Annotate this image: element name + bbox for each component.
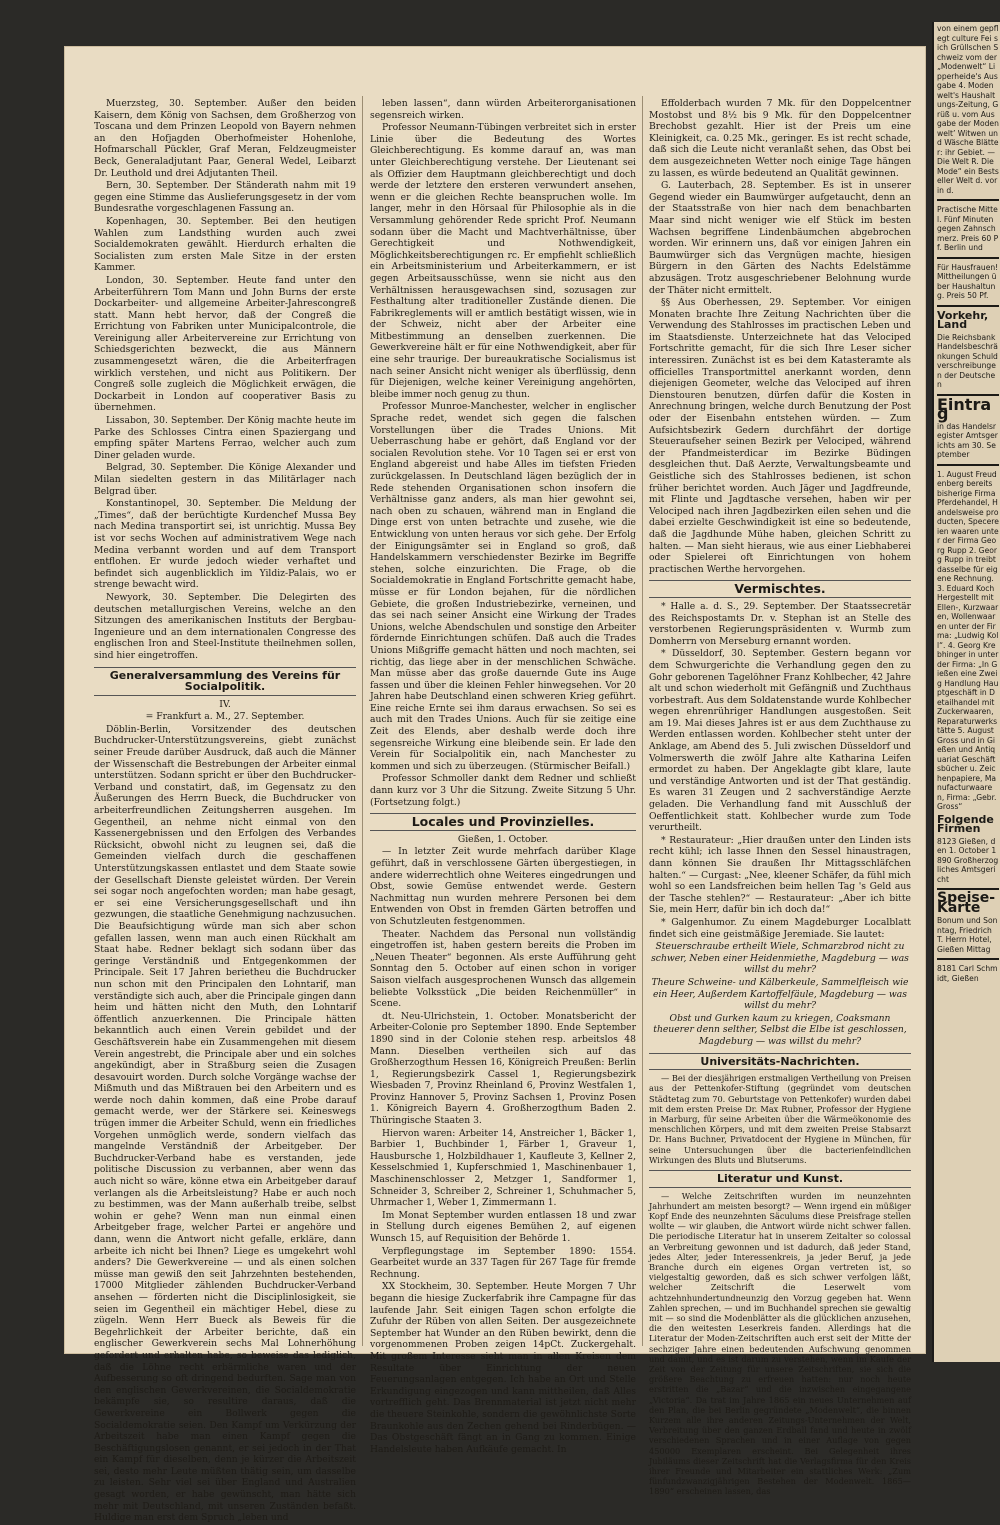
poem-stanza: Obst und Gurken kaum zu kriegen, Coaksmann theuerer denn selther, Selbst die Elbe ist geschlossen, Magdeburg — was willst du mehr? [653, 1012, 907, 1047]
article-body: Professor Neumann-Tübingen verbreitet sich in erster Linie über die Bedeutung des Wortes Gleichberechtigung. Es komme darauf an, was man unter Gleichberechtigung verstehe. Der Lieutenant sei als Offizier dem Hauptmann gleichberechtigt und doch werde der letztere den ersteren verwundert ansehen, wenn er die gleichen Rechte beanspruchen wolle. Im langer, mehr in den Hörsaal für Philosophie als in die Versammlung gehörender Rede spricht Prof. Neumann sodann über die Macht und Machtverhältnisse, über Gerechtigkeit und Nothwendigkeit, Möglichkeitsberechtigungen rc. Er empfiehlt schließlich ein Arbeitsministerium und Arbeiterkammern, er ist gegen Arbeitsausschüsse, wenn sie nicht aus den Verhältnissen herausgewachsen sind, sozusagen zur Festhaltung alter traditioneller Zustände dienen. Die Fabrikreglements will er amtlich bestätigt wissen, wie in der Schweiz, nicht aber der Arbeiter eine Mitbestimmung an denselben zuerkennen. Die Gewerkvereine hält er für eine Nothwendigkeit, aber für eine sehr traurige. Der bureaukratische Socialismus ist nach seiner Ansicht nicht weniger als überflüssig, denn für Diejenigen, welche keiner Vereinigung angehörten, bleibe immer noch genug zu thun. [370, 122, 636, 400]
article-body: leben lassen“, dann würden Arbeiterorganisationen segensreich wirken. [370, 98, 636, 121]
advertisement [934, 22, 1000, 985]
dateline: = Frankfurt a. M., 27. September. [145, 711, 305, 723]
column-rule [642, 96, 643, 1346]
divider [937, 464, 999, 466]
newspaper-page [64, 46, 926, 1524]
ad-heading: Eintrag [937, 394, 992, 423]
news-item: Lissabon, 30. September. Der König machte heute im Parke des Schlosses Cintra einen Spaziergang und empfing später Martens Ferrao, welcher auch zum Diner geladen wurde. [94, 415, 356, 461]
news-item: — Bei der diesjährigen erstmaligen Vertheilung von Preisen aus der Pettenkofer-Stiftung (gegründet vom deutschen Städtetag zum 70. Geburtstage von Pettenkofer) wurden dabei mit dem ersten Preise Dr. Max Rubner, Professor der Hygiene in Marburg, für seine Arbeiten über die Wärmeökonomie des menschlichen Körpers, und mit dem zweiten Preise Stabsarzt Dr. Hans Buchner, Privatdocent der Hygiene in München, für seine Untersuchungen über die bacterienfeindlichen Wirkungen des Bluts und Blutserums. [649, 1073, 911, 1165]
news-item: * Galgenhumor. Zu einem Magdeburger Localblatt findet sich eine geistmäßige Jeremiade. Sie lautet: [649, 916, 911, 940]
section-number: IV. [219, 698, 231, 710]
poem-stanza: Steuerschraube ertheilt Wiele, Schmarzbrod nicht zu schwer, Neben einer Heidenmiethe, Magdeburg — was willst du mehr? [651, 941, 909, 976]
dateline: Gießen, 1. October. [457, 833, 549, 845]
poem-stanza: Theure Schweine- und Kälberkeule, Sammelfleisch wie ein Heer, Außerdem Kartoffelfäule, Magdeburg — was willst du mehr? [651, 976, 909, 1012]
section-heading: Vermischtes. [649, 580, 911, 598]
adjacent-page-strip [932, 22, 1000, 1362]
news-item: Newyork, 30. September. Die Delegirten des deutschen metallurgischen Vereins, welche an den Sitzungen des amerikanischen Instituts der Bergbau-Ingenieure und an dem internationalen Congresse des englischen Iron and Steel-Institute theilnehmen sollen, sind hier eingetroffen. [94, 591, 356, 661]
article-body: Döblin-Berlin, Vorsitzender des deutschen Buchdrucker-Unterstützungsvereins, giebt zunächst seiner Freude darüber Ausdruck, daß auch die Männer der Wissenschaft die Bestrebungen der Arbeiter einmal unterstützen. Sodann spricht er über den Buchdrucker-Verband und constatirt, daß, im Gegensatz zu den Äußerungen des Herrn Bueck, die Buchdrucker von arbeiterfreundlichen Zeitungsherren ausgehen. Im Gegentheil, an nehme nicht einmal von den Kassenergebnissen und den Erfolgen des Verbandes Rücksicht, obwohl nicht zu leugnen sei, daß die Gemeinden vielfach durch die geschaffenen Unterstützungskassen entlastet und dem Staate sowie der Gesellschaft Dienste geleistet würden. Der Verein sei sogar noch angefochten worden; man habe gesagt, er sei eine Versicherungsgesellschaft und ihn gezwungen, die staatliche Genehmigung nachzusuchen. Die Beaufsichtigung würde man sich aber schon gefallen lassen, wenn man auch einen Rückhalt am Staat habe. Redner beklagt sich sodann über das geringe Verständniß und Entgegenkommen der Principale. Seit 17 Jahren berietheu die Buchdrucker nun schon mit den Principalen den Lohntarif, man verständigte sich auch, aber die Principale gingen dann heim und hätten nicht den Muth, den Lohntarif öffentlich anzuerkennen. Die Principale hätten bekanntlich auch einen Verein gebildet und der Geschäftsverein habe ein Zusammengehen mit diesem Verein angestrebt, die Principale aber und ein solches angekündigt, aber in Straßburg seien die Zusagen desavouirt worden. Durch solche Vorgänge wachse der Mißmuth und das Mißtrauen bei den Arbeitern und es werde noch dahin kommen, daß eine Probe darauf gemacht werde, wer der Stärkere sei. Keineswegs trügen immer die Arbeiter Schuld, wenn ein friedliches Vorgehen unmöglich werde, sondern vielfach das mangelnde Verständniß der Arbeitgeber. Der Buchdrucker-Verband habe es verstanden, jede politische Discussion zu verbannen, aber wenn das auch nicht so wäre, könne etwa ein Arbeitgeber darauf verlangen als die Arbeitsleistung? Habe er auch noch zu bestimmen, was der Mann außerhalb treibe, selbst wohin er gehe? Wenn man nun einmal einen Arbeitgeber frage, welcher Partei er angehöre und dann, wenn die Antwort nicht gefalle, erkläre, dann arbeite ich nicht bei Ihnen? Liege es umgekehrt wohl anders? Die Gewerkvereine — und als einen solchen müsse man gewiß den seit Jahrzehnten bestehenden, 17000 Mitglieder zählenden Buchdrucker-Verband ansehen — förderten nicht die Disciplinlosigkeit, sie seien im Gegentheil ein mächtiger Hebel, diese zu zügeln. Wenn Herr Bueck als Beweis für die Begehrlichkeit der Arbeiter berichte, daß ein englischer Gewerkverein sechs Mal Lohnerhöhung gefordert und erhalten habe, so beweise das lediglich, daß die Löhne recht erbärmliche waren und der Aufbesserung so oft dringend bedurften. Sage man von den englischen Gewerkvereinen, die Socialdemokratie bekämpfe sie, so resultire daraus, daß die Gewerkvereine ein Bollwerk gegen die Socialdemokratie seien. Den Kampf um Verkürzung der Arbeitszeit habe man einen Kampf gegen die Beschäftigungslosen genannt, er sei jedoch in der That ein Kampf für dieselben, denn je kürzer die Arbeitszeit sei, desto mehr Leute müßten thätig sein, um dasselbe zu leisten. Sehr viel sei über England und Australien gesagt worden, er habe gewünscht, man hätte sich mehr mit Deutschland, mit unseren Zuständen befaßt. Huldige man erst dem Spruch „leben und [94, 723, 356, 1524]
news-item: Belgrad, 30. September. Die Könige Alexander und Milan siedelten gestern in das Militärlager nach Belgrad über. [94, 462, 356, 497]
ad-text: 8181 Carl Schmidt, Gießen [937, 964, 998, 983]
news-item: — In letzter Zeit wurde mehrfach darüber Klage geführt, daß in verschlossene Gärten übergestiegen, in andere widerrechtlich ohne Weiteres eingedrungen und Obst, sowie Gemüse entwendet werde. Gestern Nachmittag nun wurden mehrere Personen bei dem Entwenden von Obst in fremden Gärten betroffen und von Schutzleuten festgenommen. [370, 846, 636, 927]
divider [937, 305, 999, 307]
section-heading: Locales und Provinzielles. [370, 813, 636, 831]
ad-heading: Vorkehr, Land [937, 308, 989, 331]
column-1 [94, 98, 356, 1525]
ad-text: Für Hausfrauen! Mittheilungen über Haushaltung. Preis 50 Pf. [937, 262, 999, 300]
divider [937, 958, 999, 960]
news-item: Verpflegungstage im September 1890: 1554. Gearbeitet wurde an 337 Tagen für 267 Tage für fremde Rechnung. [370, 1245, 636, 1280]
news-item: London, 30. September. Heute fand unter den Arbeiterführern Tom Mann und John Burns der erste Dockarbeiter- und allgemeine Arbeiter-Jahrescongreß statt. Mann hebt hervor, daß der Congreß die Errichtung von Fabriken unter Municipalcontrole, die Vereinigung aller Arbeitervereine zur Errichtung von Schiedsgerichten bezweckt, die aus Männern zusammengesetzt wären, die die Arbeiterfragen wirklich verstehen, und nicht aus Politikern. Der Congreß solle zugleich die Möglichkeit erwägen, die Dockarbeit in London auf cooperativer Basis zu übernehmen. [94, 274, 356, 414]
news-item: Bern, 30. September. Der Ständerath nahm mit 19 gegen eine Stimme das Auslieferungsgesetz in der vom Bundesrathe vorgeschlagenen Fassung an. [94, 180, 356, 215]
news-item: * Düsseldorf, 30. September. Gestern begann vor dem Schwurgerichte die Verhandlung gegen den zu Gohr geborenen Tagelöhner Franz Kohlbecher, 42 Jahre alt und schon wiederholt mit Gefängniß und Zuchthaus vorbestraft. Aus dem Soldatenstande wurde Kohlbecher wegen ehrenrühriger Handlungen ausgestoßen. Seit am 19. Mai dieses Jahres ist er aus dem Zuchthause zu Werden entlassen worden. Kohlbecher steht unter der Anklage, am Abend des 5. Juli zwischen Düsseldorf und Volmerswerth die zwölf Jahre alte Katharina Leifen ermordet zu haben. Der Angeklagte gibt klare, laute und verständige Antworten und ist der That geständig. Es waren 31 Zeugen und 2 sachverständige Aerzte geladen. Die Verhandlung fand mit Ausschluß der Oeffentlichkeit statt. Kohlbecher wurde zum Tode verurtheilt. [649, 648, 911, 834]
news-item: * Halle a. d. S., 29. September. Der Staatssecretär des Reichspostamts Dr. v. Stephan ist an Stelle des verstorbenen Regierungspräsidenten v. Wurmb zum Domherrn von Merseburg ernannt worden. [649, 600, 911, 647]
ad-text: von einem gepflegt culture Fei sich Grüllschen Schweiz vom der „Modenwelt“ Lipperheide's Ausgabe 4. Modenwelt's Haushaltungs-Zeitung, Grüß u. vom Ausgabe der Modenwelt’ Witwen und Wäsche Blätter: ihr Gebiet. — Die Welt R. Die Mode“ ein Bestseller Welt d. vor in d. [937, 24, 999, 195]
divider [937, 257, 999, 259]
news-item: Effolderbach wurden 7 Mk. für den Doppelcentner Mostobst und 8½ bis 9 Mk. für den Doppelcentner Brechobst gezahlt. Hier ist der Preis um eine Kleinigkeit, ca. 0.25 Mk., geringer. Es ist recht schade, daß sich die Leute nicht veranlaßt sehen, das Obst bei dem ausgezeichneten Wetter noch einige Tage hängen zu lassen, es würde bedeutend an Qualität gewinnen. [649, 98, 911, 179]
ad-text: 8123 Gießen, den 1. October 1890 Großherzogliches Amtsgericht [937, 836, 999, 884]
section-heading: Literatur und Kunst. [649, 1170, 911, 1188]
news-item: Theater. Nachdem das Personal nun vollständig eingetroffen ist, haben gestern bereits die Proben im „Neuen Theater“ begonnen. Als erste Aufführung geht Sonntag den 5. October auf einen schon in voriger Saison vielfach ausgesprochenen Wunsch das allgemein beliebte Volksstück „Die beiden Reichenmüller“ in Scene. [370, 928, 636, 1010]
ad-heading: Speise-Karte [937, 890, 996, 916]
column-3 [649, 98, 911, 1498]
ad-text: 1. August Freudenberg bereits bisherige Firma Pferdehandel, Handelsweise producten, Specereien waaren unter der Firma Georg Rupp 2. Georg Rupp in treibt dasselbe für eigene Rechnung. 3. Eduard Koch Hergestellt mit Ellen-, Kurzwaaren, Wollenwaaren unter der Firma: „Ludwig Koll“. 4. Georg Krebhinger in unter der Firma: „In Gießen eine Zweig Handlung Hauptgeschäft in Detailhandel mit Zuckerwaaren, Reparaturwerkstätte 5. August Gross und in Gießen und Antiquariat Geschäftsbücher u. Zeichenpapiere, Manufacturwaaren, Firma: „Gebr. Gross“ [937, 469, 999, 811]
ad-text: in das Handelsregister Amtsgerichts am 30. September [937, 421, 998, 459]
news-item: Im Monat September wurden entlassen 18 und zwar in Stellung durch eigenes Bemühen 2, auf eigenen Wunsch 15, auf Requisition der Behörde 1. [370, 1209, 636, 1244]
article-body: Professor Schmoller dankt dem Redner und schließt dann kurz vor 3 Uhr die Sitzung. Zweite Sitzung 5 Uhr. (Fortsetzung folgt.) [370, 773, 636, 808]
section-heading: Universitäts-Nachrichten. [649, 1053, 911, 1071]
news-item: Konstantinopel, 30. September. Die Meldung der „Times“, daß der berüchtigte Kurdenchef Mussa Bey nach Medina transportirt sei, ist unrichtig. Mussa Bey ist vor sechs Wochen auf administrativem Wege nach Medina verbannt worden und auf dem Transport entflohen. Er wurde jedoch wieder verhaftet und befindet sich augenblicklich im Yildiz-Palais, wo er strenge bewacht wird. [94, 498, 356, 591]
news-item: G. Lauterbach, 28. September. Es ist in unserer Gegend wieder ein Baumwürger aufgetaucht, denn an der Staatsstraße von hier nach dem benachbarten Maar sind nicht weniger wie elf Stück im besten Wachsen begriffene Lindenbäumchen abgebrochen worden. Wir erinnern uns, daß vor einigen Jahren ein Baumwürger sich das Vergnügen machte, hiesigen Bürgern in den Gärten des Nachts Edelstämme abzusägen. Trotz ausgeschriebener Belohnung wurde der Thäter nicht ermittelt. [649, 180, 911, 296]
section-heading: Generalversammlung des Vereins für Socialpolitik. [94, 667, 356, 696]
news-item: * Restaurateur: „Hier draußen unter den Linden ists recht kühl; ich lasse Ihnen den Sessel hinaustragen, dann können Sie draußen Ihr Mittagsschläfchen halten.“ — Curgast: „Nee, kleener Schäfer, da fühl mich wohl so een Landsfreichen beim hellen Tag 's Geld aus der Tasche stehlen?“ — Restaurateur: „Aber ich bitte Sie, mein Herr, dafür bin ich doch da!“ [649, 834, 911, 916]
column-2 [370, 98, 636, 1456]
news-item: Hiervon waren: Arbeiter 14, Anstreicher 1, Bäcker 1, Barbier 1, Buchbinder 1, Färber 1, Graveur 1, Hausbursche 1, Holzbildhauer 1, Kaufleute 3, Kellner 2, Kesselschmied 1, Kupferschmied 1, Maschinenbauer 1, Maschinenschlosser 2, Metzger 1, Sandformer 1, Schneider 3, Schreiber 2, Schreiner 1, Schuhmacher 5, Uhrmacher 1, Weber 1, Zimmermann 1. [370, 1127, 636, 1209]
column-rule [362, 96, 363, 1346]
ad-text: Bonum und Sonntag, Friedrich T. Herrn Hotel, Gießen Mittag [937, 916, 998, 954]
news-item: Kopenhagen, 30. September. Bei den heutigen Wahlen zum Landsthing wurden auch zwei Socialdemokraten gewählt. Hierdurch erhalten die Socialisten zum ersten Male Sitze in der ersten Kammer. [94, 215, 356, 274]
news-item: Muerzsteg, 30. September. Außer den beiden Kaisern, dem König von Sachsen, dem Großherzog von Toscana und dem Prinzen Leopold von Bayern nehmen an den Hofjagden Oberhofmeister Hohenlohe, Hofmarschall Pückler, Graf Meran, Feldzeugmeister Beck, Generaladjutant Paar, General Wedel, Leibarzt Dr. Leuthold und drei Adjutanten Theil. [94, 98, 356, 179]
news-item: — Welche Zeitschriften wurden im neunzehnten Jahrhundert am meisten besorgt? — Wenn irgend ein müßiger Kopf Ende des neunzehnten Säculums diese Preisfrage stellen wollte — wir glauben, die Antwort würde nicht schwer fallen. Die periodische Literatur hat in unserem Zeitalter so colossal an Verbreitung gewonnen und ist dadurch, daß jeder Stand, jedes Alter, jeder Interessenkreis, ja jeder Beruf, ja jede Branche durch ein eigenes Organ vertreten ist, so vielgestaltig geworden, daß es sich schwer verfolgen läßt, welcher Zeitschrift die Leserwelt vom achtzehnhundertundneunzig den Vorzug gegeben hat. Wenn Zahlen sprechen, — und im Buchhandel sprechen sie gewaltig mit — so sind die Modenblätter als die glücklichen anzusehen, die den weitesten Leserkreis fanden. Allerdings hat die Literatur der Moden-Zeitschriften auch erst seit der Mitte der sechziger Jahre einen bedeutenden Aufschwung genommen und damit, und es ist darum zu verstehen, wenn im Kaufe der Zeit von der Zeitung für unsere Zeitschriften, sie sich die größere Beachtung zu erfreuen hatten: nur noch heute erstritten die „Bazar“ und die inzwischen eingegangene „Victoria“. Da trat im Jahre 1865 ein neues Unternehmen auf den Plan, die bei Berlin gegründete „Modenwelt“, die binnen Kurzem alle ihre anderen Zeitungs-Unternehmen der Welt, Verbreitung über den ganzen Erdball fand und heute in zwölf verschiedenen Sprachen und in einer Auflage von gegen 450000 Exemplaren erscheint. Bei Gelegenheit ihres Jubiläums dieser Zeitschrift hat die Verlagsfirma für den Kreis ihrer Freunde und Mitarbeiter ein stattliches Werk: „Zum fünfundzwanzigjährigen Bestehen der Modenwelt. 1865—1890“ erscheinen lassen, das [649, 1190, 911, 1497]
ad-text: Die Reichsbank Handelsbeschränkungen Schuldverschreibungen der Deutschen [937, 332, 998, 389]
news-item: XX Stockheim, 30. September. Heute Morgen 7 Uhr begann die hiesige Zuckerfabrik ihre Campagne für das laufende Jahr. Seit einigen Tagen schon erfolgte die Zufuhr der Rüben von allen Seiten. Der ausgezeichnete September hat Wunder an den Rüben bewirkt, denn die vorgenommenen Proben zeigen 14pCt. Zuckergehalt. Mit großem Interesse sieht man in allen Kreisen dem Resultate über Einrichtung der neuen Feuerungsanlagen entgegen. Ich habe an Ort und Stelle Erkundigung eingezogen und kann mittheilen, daß Alles vortrefflich geht. Das Brennmaterial ist jetzt nicht mehr die theuere Steinkohle, sondern die gewöhnlichste Sorte Braunkohle aus den Zechen gehend bei Rinderbügen. — Das Obstgeschäft fängt an in Gang zu kommen. Einige Handelsleute haben Aufkäufe gemacht. In [370, 1281, 636, 1455]
article-body: Professor Munroe-Manchester, welcher in englischer Sprache redet, wendet sich gegen die falschen Vorstellungen über die Trades Unions. Mit Ueberraschung habe er gehört, daß England vor der socialen Revolution stehe. Vor 10 Tagen sei er erst von England abgereist und habe Alles im tiefsten Frieden zurückgelassen. In Deutschland lägen bezüglich der in Rede stehenden Organisationen schon insofern die Verhältnisse ganz anders, als man hier gewohnt sei, nach oben zu schauen, während man in England die Dinge erst von unten betrachte und zusehe, wie die Entwicklung von unten heraus vor sich gehe. Der Erfolg der Einigungsämter sei in England so groß, daß Handelskammern verschiedenster Bezirke im Begriffe stehen, solche einzurichten. Die Frage, ob die Socialdemokratie in England Fortschritte gemacht habe, müsse er für London bejahen, für die nördlichen Gebiete, die großen Industriebezirke, verneinen, und das sei nach seiner Ansicht eine Wirkung der Trades Unions, welche Abendschulen und sonstige den Arbeiter fördernde Einrichtungen schüfen. Daß auch die Trades Unions Mißgriffe gemacht hätten und noch machten, sei richtig, das liege aber in der menschlichen Schwäche. Man müsse aber das große dauernde Gute ins Auge fassen und über die kleinen Fehler hinwegsehen. Vor 20 Jahren habe Deutschland einen schweren Krieg geführt. Eine reiche Ernte sei ihm daraus erwachsen. So sei es auch mit den Trades Unions. Auch für sie zeitige eine Zeit des Elends, aber deshalb werde doch ihre segensreiche Wirkung eine bleibende sein. Er lade den Verein für Socialpolitik ein, nach Manchester zu kommen und sich zu überzeugen. (Stürmischer Beifall.) [370, 401, 636, 772]
ad-text: Practische Mittel. Fünf Minuten gegen Zahnschmerz. Preis 60 Pf. Berlin und [937, 205, 999, 252]
news-item: dt. Neu-Ulrichstein, 1. October. Monatsbericht der Arbeiter-Colonie pro September 1890. Ende September 1890 sind in der Colonie stehen resp. arbeitslos 48 Mann. Dieselben vertheilen sich auf das Großherzogthum Hessen 16, Königreich Preußen: Berlin 1, Regierungsbezirk Cassel 1, Regierungsbezirk Wiesbaden 7, Provinz Rheinland 6, Provinz Westfalen 1, Provinz Hannover 5, Provinz Sachsen 1, Provinz Posen 1. Königreich Bayern 4. Großherzogthum Baden 2. Thüringische Staaten 3. [370, 1010, 636, 1127]
ad-heading: Folgende Firmen [937, 812, 994, 835]
divider [937, 199, 999, 201]
news-item: §§ Aus Oberhessen, 29. September. Vor einigen Monaten brachte Ihre Zeitung Nachrichten über die Verwendung des Stahlrosses im practischen Leben und im Staatsdienste. Unterzeichnete hat das Velociped Fortschritte gemacht, für die sich Ihre Leser sicher interessiren. Zunächst ist es bei dem Katasteramte als officielles Transportmittel anerkannt worden, denn diejenigen Geometer, welche das Velociped auf ihren Dienstouren benutzen, dürfen dafür die Kosten in Anrechnung bringen, welche durch Benutzung der Post oder der Eisenbahn entstehen würden. — Zum Aufsichtsbezirk Gedern durchfährt der dortige Steueraufseher seinen Bezirk per Velociped, während der Pfandmeisterdicar im Bezirke Büdingen desgleichen thut. Daß Aerzte, Verwaltungsbeamte und Geistliche sich des Stahlrosses bedienen, ist schon früher berichtet worden. Auch Jäger und Jagdfreunde, mit Flinte und Jagdtasche versehen, haben wir per Velociped nach ihren Jagdbezirken eilen sehen und die dabei erzielte Geschwindigkeit ist eine so bedeutende, daß die Jagdhunde Mühe haben, gleichen Schritt zu halten. — Man sieht hieraus, wie aus einer Liebhaberei oder Spielerei oft Einrichtungen von hohem practischen Werthe hervorgehen. [649, 297, 911, 575]
